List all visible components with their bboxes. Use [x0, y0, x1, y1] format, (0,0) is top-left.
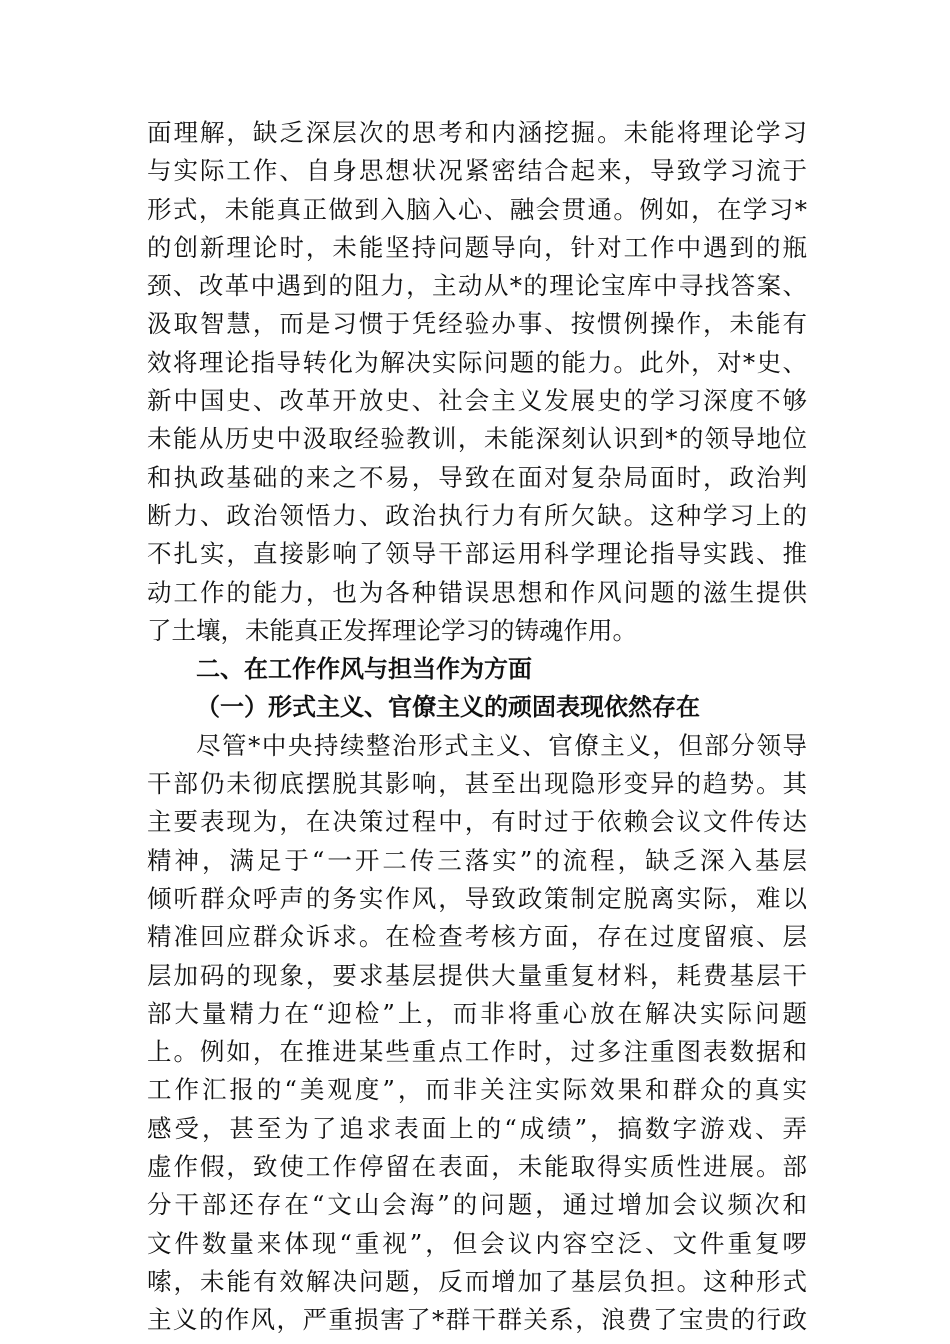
text-line: 新中国史、改革开放史、社会主义发展史的学习深度不够: [147, 386, 807, 416]
text-line: 精准回应群众诉求。在检查考核方面，存在过度留痕、层: [147, 922, 807, 952]
text-line: 文件数量来体现“重视”，但会议内容空泛、文件重复啰: [147, 1228, 807, 1258]
text-line: 效将理论指导转化为解决实际问题的能力。此外，对*史、: [147, 347, 807, 377]
text-line: 工作汇报的“美观度”，而非关注实际效果和群众的真实: [147, 1075, 807, 1105]
text-line: 形式，未能真正做到入脑入心、融会贯通。例如，在学习*: [147, 194, 807, 224]
text-line: 部大量精力在“迎检”上，而非将重心放在解决实际问题: [147, 998, 807, 1028]
section-heading: 二、在工作作风与担当作为方面: [196, 655, 532, 684]
section-subheading: （一）形式主义、官僚主义的顽固表现依然存在: [196, 692, 700, 722]
text-line: 嗦，未能有效解决问题，反而增加了基层负担。这种形式: [147, 1266, 807, 1296]
text-line: 汲取智慧，而是习惯于凭经验办事、按惯例操作，未能有: [147, 309, 807, 339]
text-line: 未能从历史中汲取经验教训，未能深刻认识到*的领导地位: [147, 424, 807, 454]
text-line: 精神，满足于“一开二传三落实”的流程，缺乏深入基层: [147, 845, 807, 875]
paragraph-formalism: [147, 727, 807, 1340]
paragraph-theory-study: [147, 114, 807, 650]
text-line: 虚作假，致使工作停留在表面，未能取得实质性进展。部: [147, 1152, 807, 1182]
text-line: 动工作的能力，也为各种错误思想和作风问题的滋生提供: [147, 577, 807, 607]
text-line: 和执政基础的来之不易，导致在面对复杂局面时，政治判: [147, 462, 807, 492]
text-line: 颈、改革中遇到的阻力，主动从*的理论宝库中寻找答案、: [147, 271, 807, 301]
text-line: 面理解，缺乏深层次的思考和内涵挖掘。未能将理论学习: [147, 118, 807, 147]
text-line: 主义的作风，严重损害了*群干群关系，浪费了宝贵的行政: [147, 1305, 807, 1335]
text-line: 上。例如，在推进某些重点工作时，过多注重图表数据和: [147, 1037, 807, 1067]
text-line: 不扎实，直接影响了领导干部运用科学理论指导实践、推: [147, 539, 807, 569]
text-line: 与实际工作、自身思想状况紧密结合起来，导致学习流于: [147, 156, 807, 186]
text-line: 的创新理论时，未能坚持问题导向，针对工作中遇到的瓶: [147, 232, 807, 262]
text-line: 分干部还存在“文山会海”的问题，通过增加会议频次和: [147, 1190, 807, 1220]
text-line: 倾听群众呼声的务实作风，导致政策制定脱离实际，难以: [147, 883, 807, 913]
text-line: 尽管*中央持续整治形式主义、官僚主义，但部分领导: [196, 730, 807, 760]
document-body: [147, 114, 807, 1340]
text-line: 层加码的现象，要求基层提供大量重复材料，耗费基层干: [147, 960, 807, 990]
text-line: 断力、政治领悟力、政治执行力有所欠缺。这种学习上的: [147, 500, 807, 530]
text-line: 了土壤，未能真正发挥理论学习的铸魂作用。: [147, 615, 637, 645]
text-line: 感受，甚至为了追求表面上的“成绩”，搞数字游戏、弄: [147, 1113, 807, 1143]
text-line: 主要表现为，在决策过程中，有时过于依赖会议文件传达: [147, 807, 807, 837]
text-line: 干部仍未彻底摆脱其影响，甚至出现隐形变异的趋势。其: [147, 769, 807, 799]
